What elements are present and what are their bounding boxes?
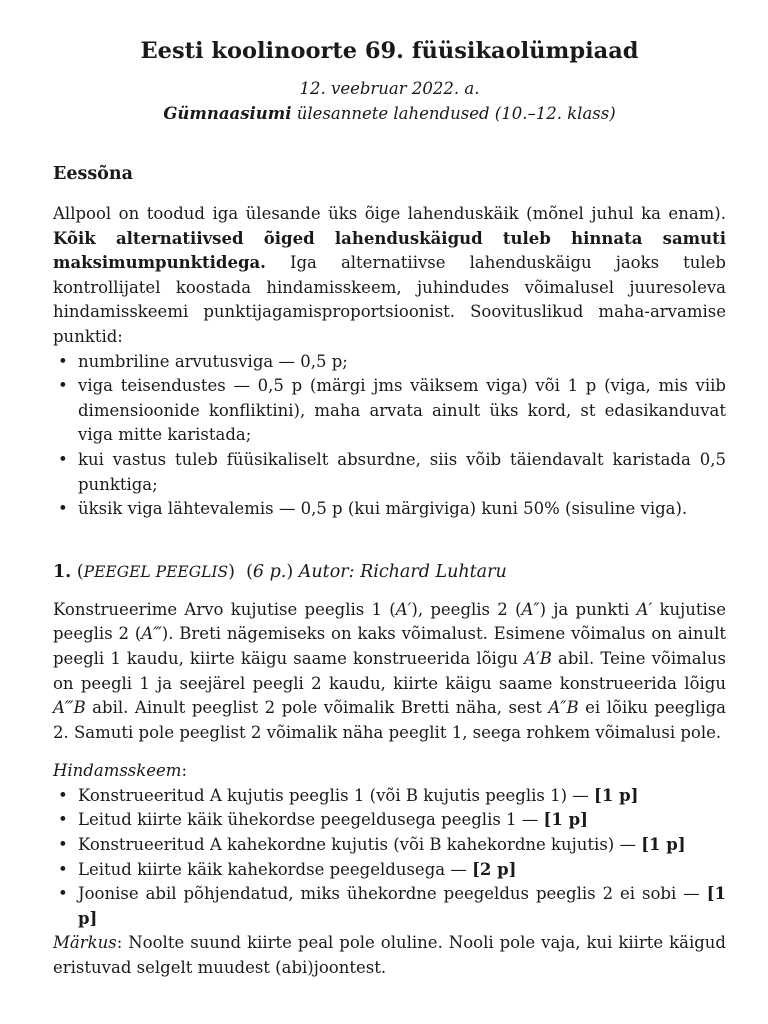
deduction-list: [53, 350, 726, 522]
problem-heading: 1. (PEEGEL PEEGLIS) (6 p.) Autor: Richard Luhtaru: [53, 561, 507, 582]
scheme-title-text: Hindamsskeem: [53, 761, 182, 781]
math-symbol: A″: [521, 599, 540, 619]
list-item: [53, 497, 726, 522]
math-symbol: A′: [395, 599, 412, 619]
scheme-item-points: 2 p: [479, 859, 509, 879]
solution-text: ei lõiku peegliga 2. Samuti pole peeglist 2 võimalik näha peeglit 1, seega rohkem võimalusi pole.: [53, 698, 726, 742]
bullet-icon: •: [58, 449, 68, 469]
bullet-icon: •: [58, 835, 68, 855]
problem-name: PEEGEL PEEGLIS: [83, 562, 229, 581]
math-symbol: A′: [636, 599, 653, 619]
bullet-icon: •: [58, 376, 68, 396]
math-symbol: A″B: [548, 698, 579, 718]
subtitle-bold: Gümnaasiumi: [163, 104, 292, 123]
solution-text: kujutise peeglis 2 (: [53, 599, 726, 644]
list-item: [53, 350, 726, 375]
scheme-item-points: 1 p: [78, 884, 726, 928]
bullet-icon: •: [58, 859, 68, 879]
document-page: [53, 36, 726, 981]
bullet-icon: •: [58, 884, 68, 904]
scheme-item-text: Joonise abil põhjendatud, miks ühekordne peegeldus peeglis 2 ei sobi —: [78, 884, 707, 904]
subtitle-rest: ülesannete lahendused (10.–12. klass): [291, 104, 616, 123]
intro-paragraph: [53, 202, 726, 350]
scheme-item-points: 1 p: [649, 835, 678, 855]
scheme-item-text: Konstrueeritud A kujutis peeglis 1 (või B kujutis peeglis 1) —: [78, 785, 595, 805]
intro-text-1: Allpool on toodud iga ülesande üks õige lahenduskäik (mõnel juhul ka enam).: [53, 204, 726, 223]
list-item: • Leitud kiirte käik kahekordse peegeldusega — [2 p]: [53, 858, 726, 883]
list-item: • Konstrueeritud A kahekordne kujutis (või B kahekordne kujutis) — [1 p]: [53, 833, 726, 858]
scheme-title-colon: :: [181, 761, 188, 781]
solution-text: ) ja punkti: [539, 599, 637, 619]
scheme-item-points: 1 p: [601, 785, 631, 805]
problem-number: 1.: [53, 561, 72, 582]
list-item: • Joonise abil põhjendatud, miks ühekordne peegeldus peeglis 2 ei sobi — [1 p]: [58, 884, 726, 928]
document-subtitle: [53, 101, 726, 126]
scheme-title: [53, 759, 726, 784]
note-paragraph: [53, 931, 726, 980]
scheme-list: [53, 784, 726, 932]
bullet-icon: •: [58, 351, 68, 371]
solution-text: abil. Ainult peeglist 2 pole võimalik Bretti näha, sest: [85, 698, 549, 718]
math-symbol: A‴B: [53, 698, 86, 718]
list-item: [53, 448, 726, 497]
scheme-item-points: 1 p: [551, 810, 581, 830]
note-text: : Noolte suund kiirte peal pole oluline. Nooli pole vaja, kui kiirte käigud eristuvad selgelt muudest (abi)joontest.: [53, 933, 726, 978]
list-item-text: viga teisendustes — 0,5 p (märgi jms väiksem viga) või 1 p (viga, mis viib dimensioonide konfliktini), maha arvata ainult üks kord, st edasikanduvat viga mitte karistada;: [78, 376, 726, 445]
solution-text: ), peeglis 2 (: [411, 599, 522, 619]
note-label: Märkus: [53, 933, 117, 953]
bullet-icon: •: [58, 785, 68, 805]
list-item-text: üksik viga lähtevalemis — 0,5 p (kui märgiviga) kuni 50% (sisuline viga).: [78, 499, 688, 519]
solution-text: ). Breti nägemiseks on kaks võimalust. Esimene võimalus on ainult peegli 1 kaudu, kiirte käigu saame konstrueerida lõigu: [53, 624, 726, 668]
list-item: • Leitud kiirte käik ühekordse peegeldusega peeglis 1 — [1 p]: [53, 808, 726, 833]
intro-text-2: Iga alternatiivse lahenduskäigu jaoks tuleb kontrollijatel koostada hindamisskeem, juhindudes võimalusel juuresoleva hindamisskeemi punktijagamisproportsioonist. Soovituslikud maha-arvamise punktid:: [53, 253, 726, 346]
list-item: [53, 374, 726, 448]
bullet-icon: •: [58, 499, 68, 519]
solution-paragraph: [53, 598, 726, 746]
list-item-text: kui vastus tuleb füüsikaliselt absurdne, siis võib täiendavalt karistada 0,5 punktiga;: [78, 449, 726, 494]
intro-heading: Eessõna: [53, 164, 133, 184]
scheme-item-text: Konstrueeritud A kahekordne kujutis (või B kahekordne kujutis) —: [78, 835, 642, 855]
bullet-icon: •: [58, 810, 68, 830]
list-item-text: numbriline arvutusviga — 0,5 p;: [78, 351, 348, 371]
scheme-item-text: Leitud kiirte käik kahekordse peegeldusega —: [78, 859, 473, 879]
solution-text: Konstrueerime Arvo kujutise peeglis 1 (: [53, 599, 396, 619]
document-title: Eesti koolinoorte 69. füüsikaolümpiaad: [140, 38, 639, 64]
document-date: 12. veebruar 2022. a.: [299, 79, 480, 98]
problem-author: Autor: Richard Luhtaru: [298, 561, 507, 582]
math-symbol: A‴: [141, 624, 162, 644]
intro-text-bold: Kõik alternatiivsed õiged lahenduskäigud tuleb hinnata samuti maksimumpunktidega.: [53, 228, 726, 273]
math-symbol: A′B: [524, 648, 552, 668]
solution-text: abil. Teine võimalus on peegli 1 ja seejärel peegli 2 kaudu, kiirte käigu saame konstrueerida lõigu: [53, 648, 726, 693]
problem-points: 6 p.: [252, 561, 287, 582]
scheme-item-text: Leitud kiirte käik ühekordse peegeldusega peeglis 1 —: [78, 810, 544, 830]
list-item: • Konstrueeritud A kujutis peeglis 1 (või B kujutis peeglis 1) — [1 p]: [53, 784, 726, 809]
